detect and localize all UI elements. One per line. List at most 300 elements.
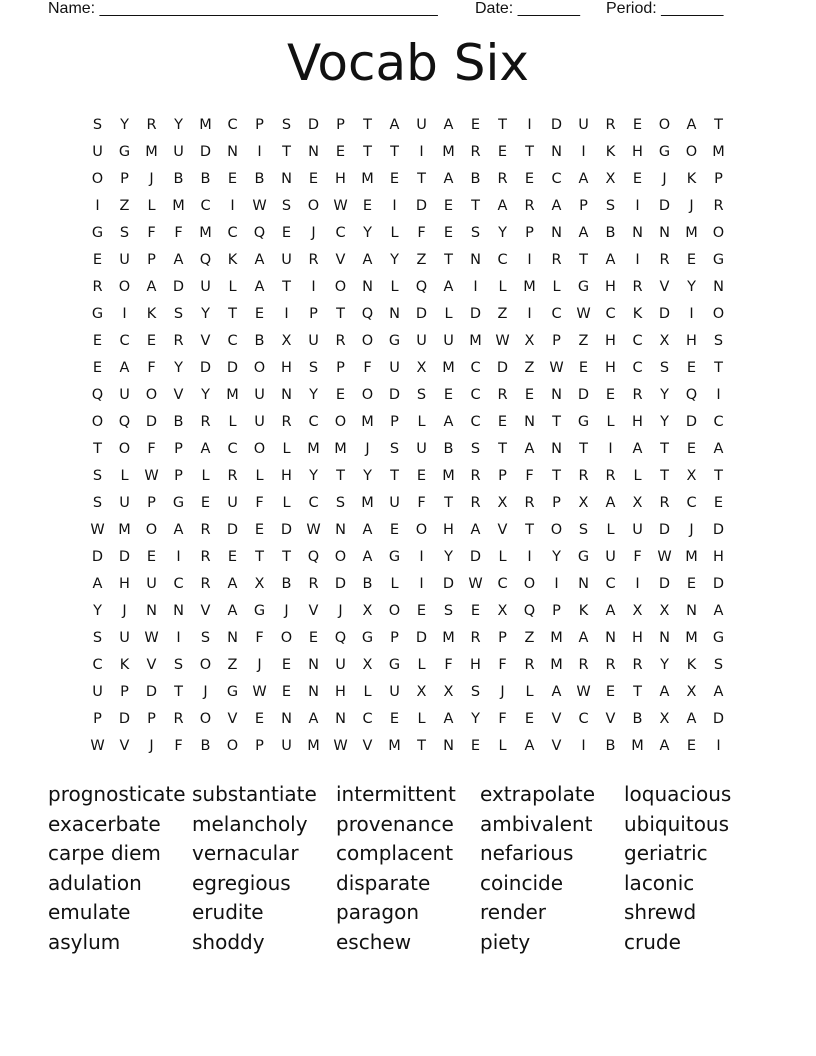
word-bank-item: coincide (480, 870, 564, 895)
grid-letter: R (578, 468, 589, 484)
grid-letter: R (227, 468, 238, 484)
grid-letter: R (200, 549, 211, 565)
grid-letter: N (227, 144, 238, 160)
grid-letter: E (308, 630, 319, 646)
grid-letter: U (281, 252, 292, 268)
grid-letter: D (334, 576, 347, 592)
grid-letter: W (576, 684, 591, 700)
grid-letter: Y (687, 279, 696, 295)
grid-letter: J (122, 603, 127, 619)
word-bank-item: piety (480, 929, 531, 954)
grid-letter: F (417, 225, 426, 241)
grid-letter: S (335, 495, 346, 511)
grid-letter: K (578, 603, 589, 619)
grid-letter: H (335, 684, 346, 700)
grid-letter: R (578, 657, 589, 673)
grid-letter: A (173, 252, 184, 268)
grid-letter: D (91, 549, 104, 565)
grid-letter: C (713, 414, 724, 430)
name-field-label: Name: ______________________________________ (48, 0, 438, 17)
grid-letter: T (282, 144, 291, 160)
grid-letter: A (659, 738, 670, 754)
grid-letter: I (716, 738, 721, 754)
grid-letter: E (146, 549, 157, 565)
grid-letter: E (470, 117, 481, 133)
grid-letter: I (392, 198, 397, 214)
grid-letter: C (470, 360, 481, 376)
grid-letter: U (227, 495, 238, 511)
grid-letter: A (119, 360, 130, 376)
grid-letter: U (308, 333, 319, 349)
grid-letter: P (120, 684, 129, 700)
grid-letter: G (658, 144, 671, 160)
grid-letter: L (201, 468, 210, 484)
grid-letter: E (335, 387, 346, 403)
grid-letter: V (200, 603, 211, 619)
grid-letter: C (335, 225, 346, 241)
grid-letter: V (200, 333, 211, 349)
grid-letter: I (419, 549, 424, 565)
grid-letter: M (145, 144, 158, 160)
grid-letter: A (605, 603, 616, 619)
grid-letter: L (498, 279, 507, 295)
grid-letter: E (362, 198, 373, 214)
grid-letter: A (173, 522, 184, 538)
grid-letter: M (118, 522, 131, 538)
grid-letter: O (361, 333, 374, 349)
grid-letter: R (470, 144, 481, 160)
grid-letter: F (498, 711, 507, 727)
word-bank-item: shrewd (624, 900, 697, 925)
grid-letter: D (658, 522, 671, 538)
grid-letter: T (390, 144, 399, 160)
grid-letter: S (308, 360, 319, 376)
grid-letter: H (686, 333, 697, 349)
grid-letter: C (605, 576, 616, 592)
grid-letter: C (497, 252, 508, 268)
grid-letter: V (173, 387, 184, 403)
grid-letter: R (605, 117, 616, 133)
grid-letter: T (660, 441, 669, 457)
grid-letter: Y (120, 117, 129, 133)
grid-letter: M (307, 441, 320, 457)
grid-letter: E (443, 198, 454, 214)
grid-letter: G (388, 333, 401, 349)
student-info-header (48, 0, 748, 20)
grid-letter: R (470, 495, 481, 511)
grid-letter: M (469, 333, 482, 349)
grid-letter: Q (361, 306, 374, 322)
grid-letter: E (389, 711, 400, 727)
grid-row (84, 544, 732, 571)
word-bank-item: paragon (336, 900, 420, 925)
grid-letter: W (90, 522, 105, 538)
grid-letter: J (689, 522, 694, 538)
grid-letter: P (147, 495, 156, 511)
grid-letter: A (92, 576, 103, 592)
grid-letter: N (551, 387, 562, 403)
grid-letter: O (685, 144, 698, 160)
grid-letter: I (635, 576, 640, 592)
grid-letter: L (363, 684, 372, 700)
grid-letter: Q (334, 630, 347, 646)
grid-letter: X (632, 495, 643, 511)
grid-letter: P (255, 738, 264, 754)
grid-letter: U (254, 414, 265, 430)
grid-letter: D (145, 414, 158, 430)
grid-letter: C (578, 711, 589, 727)
grid-letter: Q (118, 414, 131, 430)
grid-letter: E (497, 144, 508, 160)
grid-letter: W (495, 333, 510, 349)
grid-letter: M (442, 144, 455, 160)
grid-letter: A (713, 441, 724, 457)
grid-letter: B (632, 711, 643, 727)
grid-letter: F (633, 549, 642, 565)
grid-letter: D (712, 711, 725, 727)
grid-letter: H (632, 630, 643, 646)
grid-letter: G (172, 495, 185, 511)
grid-letter: O (145, 387, 158, 403)
grid-letter: A (443, 279, 454, 295)
grid-letter: Y (309, 468, 318, 484)
grid-letter: N (659, 225, 670, 241)
grid-letter: E (470, 603, 481, 619)
grid-letter: W (333, 738, 348, 754)
grid-row (84, 328, 732, 355)
grid-letter: N (281, 387, 292, 403)
grid-letter: C (92, 657, 103, 673)
grid-letter: C (362, 711, 373, 727)
grid-letter: E (281, 225, 292, 241)
grid-letter: W (549, 360, 564, 376)
grid-letter: C (551, 306, 562, 322)
grid-letter: Y (660, 657, 669, 673)
grid-letter: A (524, 738, 535, 754)
grid-letter: E (524, 171, 535, 187)
grid-letter: V (335, 252, 346, 268)
grid-letter: C (632, 333, 643, 349)
grid-letter: Y (363, 225, 372, 241)
grid-letter: D (118, 711, 131, 727)
grid-letter: D (469, 549, 482, 565)
grid-letter: R (146, 117, 157, 133)
grid-letter: D (415, 198, 428, 214)
grid-letter: E (416, 468, 427, 484)
grid-letter: J (149, 738, 154, 754)
grid-letter: T (336, 306, 345, 322)
grid-letter: U (146, 576, 157, 592)
grid-letter: D (442, 576, 455, 592)
period-field-label: Period: _______ (606, 0, 724, 17)
grid-letter: W (468, 576, 483, 592)
grid-letter: E (686, 252, 697, 268)
grid-letter: Y (201, 306, 210, 322)
grid-letter: C (227, 225, 238, 241)
grid-letter: Z (416, 252, 427, 268)
grid-letter: U (119, 495, 130, 511)
grid-letter: M (199, 225, 212, 241)
grid-letter: U (416, 441, 427, 457)
grid-letter: E (443, 225, 454, 241)
grid-letter: A (389, 117, 400, 133)
grid-letter: X (362, 657, 373, 673)
grid-letter: A (362, 549, 373, 565)
grid-letter: A (254, 252, 265, 268)
grid-letter: L (498, 738, 507, 754)
grid-letter: I (419, 576, 424, 592)
grid-letter: U (605, 549, 616, 565)
grid-letter: D (415, 306, 428, 322)
grid-letter: W (333, 198, 348, 214)
word-bank-item: carpe diem (48, 841, 161, 866)
grid-letter: V (551, 711, 562, 727)
grid-letter: N (308, 684, 319, 700)
grid-letter: H (713, 549, 724, 565)
grid-letter: R (632, 387, 643, 403)
grid-letter: U (119, 630, 130, 646)
grid-letter: B (362, 576, 373, 592)
grid-letter: R (659, 495, 670, 511)
grid-letter: B (200, 738, 211, 754)
grid-letter: L (390, 279, 399, 295)
grid-letter: M (307, 738, 320, 754)
grid-letter: F (498, 657, 507, 673)
grid-row (84, 733, 732, 760)
grid-letter: C (173, 576, 184, 592)
grid-letter: M (685, 549, 698, 565)
grid-letter: M (172, 198, 185, 214)
grid-letter: W (144, 468, 159, 484)
grid-letter: L (228, 414, 237, 430)
grid-row (84, 571, 732, 598)
grid-letter: I (284, 306, 289, 322)
grid-letter: R (92, 279, 103, 295)
grid-letter: N (713, 279, 724, 295)
grid-letter: O (712, 306, 725, 322)
word-bank-item: disparate (336, 870, 431, 895)
grid-letter: R (605, 468, 616, 484)
grid-letter: L (417, 414, 426, 430)
grid-letter: X (416, 360, 427, 376)
grid-letter: Y (309, 387, 318, 403)
grid-letter: M (442, 468, 455, 484)
grid-letter: F (255, 630, 264, 646)
grid-letter: S (470, 441, 481, 457)
grid-letter: G (577, 279, 590, 295)
grid-letter: Q (523, 603, 536, 619)
word-bank-item: shoddy (192, 929, 265, 954)
grid-letter: T (552, 468, 561, 484)
grid-letter: I (581, 144, 586, 160)
grid-letter: I (635, 252, 640, 268)
grid-letter: G (226, 684, 239, 700)
grid-letter: N (227, 630, 238, 646)
grid-letter: E (470, 738, 481, 754)
grid-letter: A (605, 495, 616, 511)
grid-letter: A (443, 711, 454, 727)
grid-letter: B (443, 441, 454, 457)
grid-letter: E (281, 657, 292, 673)
grid-letter: B (200, 171, 211, 187)
grid-letter: M (334, 441, 347, 457)
grid-letter: D (496, 360, 509, 376)
word-search-grid (84, 112, 732, 760)
grid-letter: U (632, 522, 643, 538)
grid-letter: E (227, 549, 238, 565)
grid-row (84, 301, 732, 328)
grid-letter: H (605, 333, 616, 349)
grid-letter: T (525, 144, 534, 160)
grid-letter: F (147, 225, 156, 241)
grid-letter: I (527, 117, 532, 133)
grid-letter: T (282, 549, 291, 565)
grid-letter: T (174, 684, 183, 700)
grid-letter: O (334, 414, 347, 430)
grid-letter: R (497, 171, 508, 187)
grid-letter: C (470, 387, 481, 403)
grid-letter: D (577, 387, 590, 403)
grid-letter: Q (91, 387, 104, 403)
grid-letter: C (119, 333, 130, 349)
grid-letter: A (362, 522, 373, 538)
grid-letter: T (363, 117, 372, 133)
grid-letter: C (470, 414, 481, 430)
grid-letter: N (281, 711, 292, 727)
grid-letter: Y (201, 387, 210, 403)
grid-letter: I (581, 738, 586, 754)
grid-letter: A (713, 684, 724, 700)
grid-letter: X (443, 684, 454, 700)
word-bank-item: provenance (336, 811, 454, 836)
grid-letter: V (308, 603, 319, 619)
grid-letter: L (606, 522, 615, 538)
grid-letter: I (122, 306, 127, 322)
grid-letter: P (174, 468, 183, 484)
grid-letter: A (713, 603, 724, 619)
grid-letter: Y (444, 549, 453, 565)
grid-letter: T (579, 441, 588, 457)
grid-letter: T (633, 684, 642, 700)
grid-letter: T (363, 144, 372, 160)
grid-letter: T (390, 468, 399, 484)
grid-letter: S (92, 468, 103, 484)
grid-letter: E (92, 333, 103, 349)
grid-letter: C (551, 171, 562, 187)
grid-letter: L (390, 225, 399, 241)
grid-letter: E (281, 684, 292, 700)
grid-letter: Y (174, 360, 183, 376)
grid-letter: D (469, 306, 482, 322)
grid-letter: P (390, 414, 399, 430)
grid-letter: K (686, 657, 697, 673)
grid-letter: F (255, 495, 264, 511)
grid-letter: L (228, 279, 237, 295)
grid-letter: R (173, 711, 184, 727)
grid-letter: E (497, 414, 508, 430)
grid-letter: S (605, 198, 616, 214)
grid-letter: F (525, 468, 534, 484)
grid-letter: D (658, 306, 671, 322)
grid-letter: E (686, 441, 697, 457)
grid-letter: O (550, 522, 563, 538)
grid-letter: N (686, 603, 697, 619)
grid-letter: V (227, 711, 238, 727)
grid-letter: R (524, 657, 535, 673)
grid-letter: B (173, 414, 184, 430)
grid-letter: R (281, 414, 292, 430)
grid-letter: A (443, 414, 454, 430)
grid-letter: K (632, 306, 643, 322)
grid-letter: L (120, 468, 129, 484)
grid-letter: L (390, 576, 399, 592)
grid-letter: X (497, 603, 508, 619)
grid-letter: Z (578, 333, 589, 349)
grid-letter: O (145, 522, 158, 538)
grid-letter: U (389, 495, 400, 511)
grid-letter: A (362, 252, 373, 268)
grid-letter: V (362, 738, 373, 754)
grid-letter: Y (93, 603, 102, 619)
grid-letter: O (523, 576, 536, 592)
grid-letter: D (226, 522, 239, 538)
grid-letter: B (605, 738, 616, 754)
grid-letter: M (226, 387, 239, 403)
grid-letter: E (605, 387, 616, 403)
word-bank-item: asylum (48, 929, 121, 954)
grid-letter: X (497, 495, 508, 511)
grid-letter: S (281, 117, 292, 133)
grid-letter: R (200, 414, 211, 430)
grid-letter: C (227, 333, 238, 349)
grid-letter: E (443, 387, 454, 403)
grid-row (84, 112, 732, 139)
grid-letter: U (92, 144, 103, 160)
grid-letter: U (200, 279, 211, 295)
grid-letter: G (361, 630, 374, 646)
grid-letter: A (551, 684, 562, 700)
grid-letter: C (308, 414, 319, 430)
grid-row (84, 193, 732, 220)
grid-letter: D (415, 630, 428, 646)
grid-letter: H (605, 279, 616, 295)
grid-letter: A (200, 441, 211, 457)
grid-letter: S (389, 441, 400, 457)
grid-letter: N (308, 657, 319, 673)
grid-letter: R (470, 630, 481, 646)
grid-letter: J (338, 603, 343, 619)
word-bank-item: loquacious (624, 782, 732, 806)
grid-letter: S (173, 306, 184, 322)
grid-letter: J (500, 684, 505, 700)
grid-letter: O (226, 738, 239, 754)
grid-letter: I (716, 387, 721, 403)
grid-letter: X (605, 171, 616, 187)
grid-letter: A (578, 225, 589, 241)
grid-letter: G (577, 549, 590, 565)
grid-letter: C (632, 360, 643, 376)
grid-letter: P (552, 603, 561, 619)
grid-letter: A (632, 441, 643, 457)
grid-letter: A (605, 252, 616, 268)
grid-letter: U (173, 144, 184, 160)
grid-letter: D (226, 360, 239, 376)
grid-letter: S (470, 684, 481, 700)
grid-letter: U (578, 117, 589, 133)
grid-letter: X (416, 684, 427, 700)
grid-letter: U (416, 117, 427, 133)
grid-letter: D (685, 414, 698, 430)
